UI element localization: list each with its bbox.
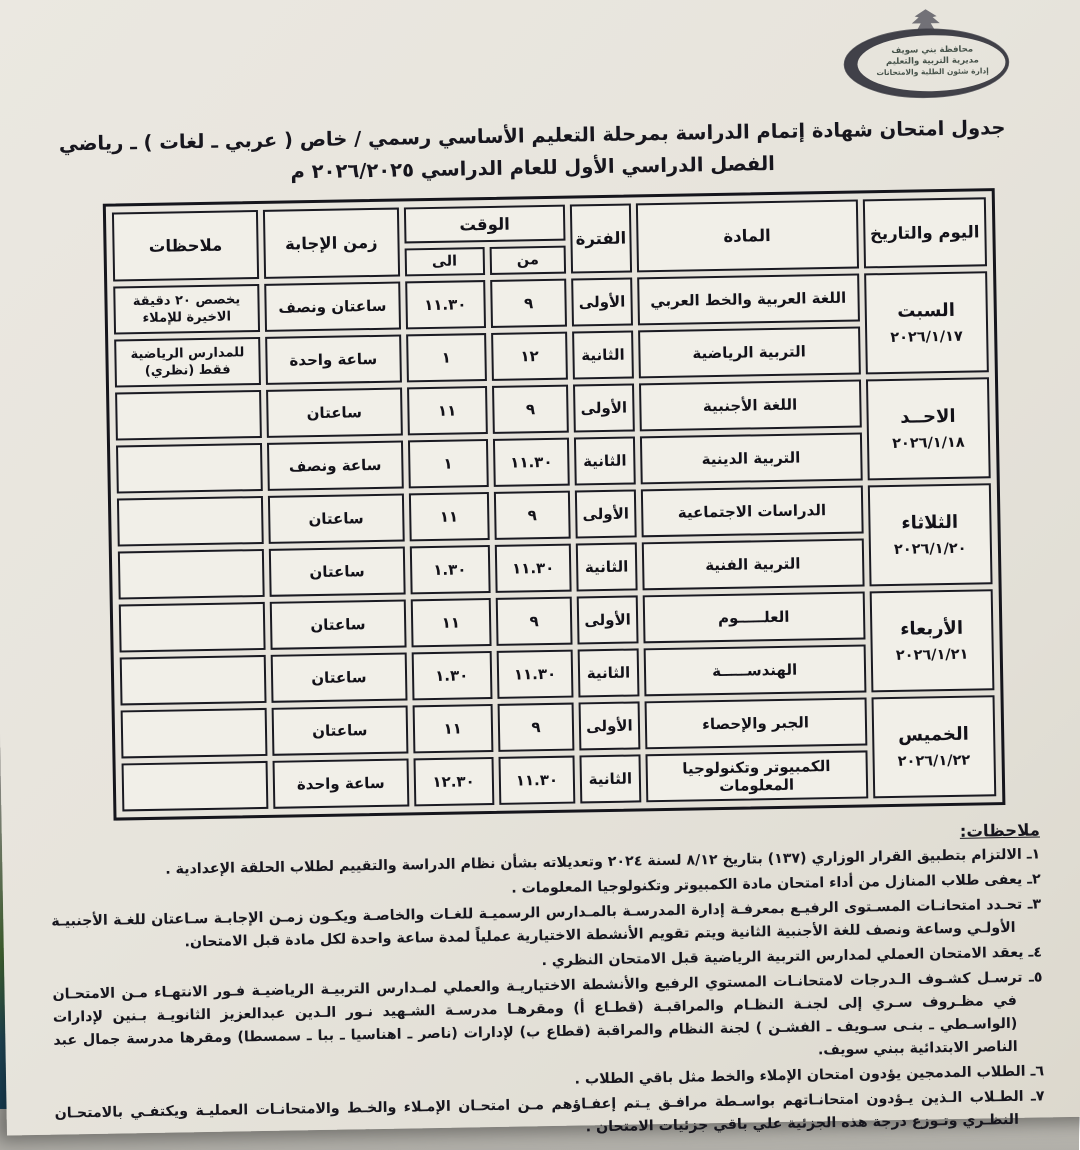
day-date: ٢٠٢٦/١/٢٠ xyxy=(894,541,968,559)
page-title: جدول امتحان شهادة إتمام الدراسة بمرحلة التعليم الأساسي رسمي / خاص ( عربي ـ لغات ) ـ رياضي xyxy=(59,115,1007,156)
time-to-cell: ١.٣٠ xyxy=(412,651,493,700)
period-cell: الثانية xyxy=(579,649,640,698)
table-row xyxy=(117,431,992,494)
day-name: الخميس xyxy=(898,723,971,747)
subject-cell: اللغة العربية والخط العربي xyxy=(638,274,861,326)
note-cell xyxy=(121,655,268,706)
stamp-graphic xyxy=(836,4,1018,107)
duration-cell: ساعتان ونصف xyxy=(265,282,401,332)
time-to-cell: ١١ xyxy=(413,704,494,753)
day-name: السبت xyxy=(898,300,957,323)
duration-cell: ساعتان xyxy=(271,600,407,650)
table-row xyxy=(119,537,994,600)
notes-heading: ملاحظات: xyxy=(960,820,1042,842)
period-cell: الأولى xyxy=(578,596,639,645)
ministry-stamp xyxy=(836,4,1018,107)
note-item-4: ٤ـ يعقد الامتحان العملي لمدارس التربية الرياضية قبل الامتحان النظري . xyxy=(542,944,1044,970)
table-row xyxy=(123,749,998,812)
time-from-cell: ١١.٣٠ xyxy=(499,756,576,805)
subject-cell: الجبر والإحصاء xyxy=(645,698,868,750)
day-date: ٢٠٢٦/١/١٧ xyxy=(891,329,964,347)
subject-cell: التربية الرياضية xyxy=(639,327,862,379)
stamp-text-directorate: مديرية التربية والتعليم xyxy=(886,55,980,68)
period-cell: الأولى xyxy=(580,702,641,751)
note-cell xyxy=(118,496,265,547)
notes-section xyxy=(51,821,1046,1149)
exam-schedule-table xyxy=(104,188,1007,820)
table-row xyxy=(116,378,991,441)
time-from-cell: ٩ xyxy=(495,491,572,540)
duration-cell: ساعتان xyxy=(267,388,403,438)
period-cell: الأولى xyxy=(572,278,633,327)
header-day: اليوم والتاريخ xyxy=(863,198,988,269)
page-title-block xyxy=(45,112,1021,193)
day-cell-wednesday xyxy=(870,590,995,693)
day-date: ٢٠٢٦/١/١٨ xyxy=(892,435,966,453)
stamp-text-governorate: محافظة بني سويف xyxy=(892,44,975,56)
duration-cell: ساعتان xyxy=(272,653,408,703)
table-row xyxy=(115,325,990,388)
note-cell xyxy=(119,549,266,600)
note-cell xyxy=(120,602,267,653)
header-subject: المادة xyxy=(637,200,860,273)
note-item-2: ٢ـ يعفى طلاب المنازل من أداء امتحان مادة الكمبيوتر وتكنولوجيا المعلومات . xyxy=(512,871,1042,898)
day-name: الاحــد xyxy=(901,406,957,429)
note-item-3: ٣ـ تحـدد امتحانـات المسـتوى الرفيـع بمعرفـة إدارة المدرسـة بالمـدارس الرسميـة للغـات والخاصـة ويكـون زمـن الإجابـة سـاعتان للغـة الأجنبيـة الأولـي وساعة ونصف للغة الأجنبية الثانية ويتم تقويم الأنشطة الاختيارية عملياً لمدة ساعة واحدة لكل مادة قبل الامتحان. xyxy=(52,896,1043,951)
time-from-cell: ١١.٣٠ xyxy=(496,544,573,593)
header-time: الوقت xyxy=(404,205,566,244)
header-duration: زمن الإجابة xyxy=(264,208,401,279)
note-cell xyxy=(117,443,264,494)
stamp-text-department: إدارة شئون الطلبة والامتحانات xyxy=(877,66,990,78)
time-from-cell: ٩ xyxy=(493,385,570,434)
day-name: الثلاثاء xyxy=(902,512,960,535)
note-cell xyxy=(116,390,263,441)
period-cell: الثانية xyxy=(573,331,634,380)
time-from-cell: ٩ xyxy=(491,279,568,328)
time-to-cell: ١٢.٣٠ xyxy=(414,757,495,806)
header-time-from: من xyxy=(490,246,567,275)
time-to-cell: ١.٣٠ xyxy=(410,545,491,594)
page-subtitle: الفصل الدراسي الأول للعام الدراسي ٢٠٢٦/٢٠٢٥ م xyxy=(291,152,777,184)
note-item-6: ٦ـ الطلاب المدمجين يؤدون امتحان الإملاء والخط مثل باقي الطلاب . xyxy=(575,1063,1046,1088)
period-cell: الأولى xyxy=(574,384,635,433)
time-from-cell: ١١.٣٠ xyxy=(494,438,571,487)
time-from-cell: ٩ xyxy=(498,703,575,752)
subject-cell: الكمبيوتر وتكنولوجيا المعلومات xyxy=(646,751,869,803)
period-cell: الثانية xyxy=(581,755,642,804)
time-from-cell: ١٢ xyxy=(492,332,569,381)
period-cell: الثانية xyxy=(575,437,636,486)
subject-cell: التربية الفنية xyxy=(642,539,865,591)
time-from-cell: ٩ xyxy=(497,597,574,646)
note-item-7: ٧ـ الطـلاب الـذين يـؤدون امتحانـاتهم بواسـطة مرافـق يـتم إعفـاؤهم مـن امتحـان الإمـلاء والخـط والامتحانـات العمليـة ويكتفـي بالامتحـان النظـري وتـوزع درجة هذه الجزئية علي باقي جزئيات الامتحان . xyxy=(55,1088,1046,1136)
time-to-cell: ١١ xyxy=(411,598,492,647)
note-item-5: ٥ـ ترسـل كشـوف الـدرجات لامتحانـات المستوي الرفيع والأنشطة الاختياريـة والعملي لمـدارس التربيـة الرياضيـة فـور الانتهـاء مـن الامتحـان في مظـروف سـري إلى لجنـة النظـام والمراقبـة (قطـاع أ) ومقرهـا مدرسـة الشـهيد نـور الـدين عبدالعزيز الثانويـة بـنين لإدارات (الواسـطي ـ بنـى سـويف ـ الفشـن ) لجنة النظام والمراقبة (قطاع ب) لإدارات (ناصر ـ اهناسيا ـ ببا ـ سمسطا) ومقرها مدرسة جمال عبد الناصر الابتدائية ببني سويف. xyxy=(53,969,1044,1059)
day-cell-saturday xyxy=(865,272,990,375)
subject-cell: العلـــــوم xyxy=(643,592,866,644)
subject-cell: اللغة الأجنبية xyxy=(640,380,863,432)
duration-cell: ساعة ونصف xyxy=(268,441,404,491)
table-row xyxy=(118,484,993,547)
day-name: الأربعاء xyxy=(901,618,965,641)
time-to-cell: ١ xyxy=(407,333,488,382)
subject-cell: الدراسات الاجتماعية xyxy=(642,486,865,538)
duration-cell: ساعة واحدة xyxy=(266,335,402,385)
day-cell-tuesday xyxy=(868,484,993,587)
subject-cell: الهندســـــة xyxy=(644,645,867,697)
time-from-cell: ١١.٣٠ xyxy=(497,650,574,699)
table-row xyxy=(121,643,996,706)
note-cell xyxy=(123,761,270,812)
header-time-to: الى xyxy=(405,247,486,276)
header-period: الفترة xyxy=(571,204,633,274)
time-to-cell: ١١.٣٠ xyxy=(406,280,487,329)
note-cell xyxy=(122,708,269,759)
period-cell: الثانية xyxy=(577,543,638,592)
note-item-1: ١ـ الالتزام بتطبيق القرار الوزاري (١٣٧) بتاريخ ٨/١٢ لسنة ٢٠٢٤ وتعديلاته بشأن نظام الدراسة والتقييم لطلاب الحلقة الإعدادية . xyxy=(166,846,1042,879)
note-cell: يخصص ٢٠ دقيقة الاخيرة للإملاء xyxy=(114,284,261,335)
day-cell-thursday xyxy=(872,696,997,799)
day-cell-sunday xyxy=(867,378,992,481)
table-row xyxy=(114,272,989,335)
duration-cell: ساعتان xyxy=(270,547,406,597)
time-to-cell: ١ xyxy=(409,439,490,488)
table-row xyxy=(120,590,995,653)
eagle-emblem-icon xyxy=(913,9,941,30)
note-cell: للمدارس الرياضية فقط (نظري) xyxy=(115,337,262,388)
table-row xyxy=(122,696,997,759)
header-notes: ملاحظات xyxy=(113,210,260,282)
period-cell: الأولى xyxy=(576,490,637,539)
day-date: ٢٠٢٦/١/٢١ xyxy=(896,646,970,665)
duration-cell: ساعتان xyxy=(273,706,409,756)
duration-cell: ساعة واحدة xyxy=(274,759,410,809)
time-to-cell: ١١ xyxy=(409,492,490,541)
time-to-cell: ١١ xyxy=(408,386,489,435)
day-date: ٢٠٢٦/١/٢٢ xyxy=(898,752,972,771)
subject-cell: التربية الدينية xyxy=(641,433,864,485)
duration-cell: ساعتان xyxy=(269,494,405,544)
